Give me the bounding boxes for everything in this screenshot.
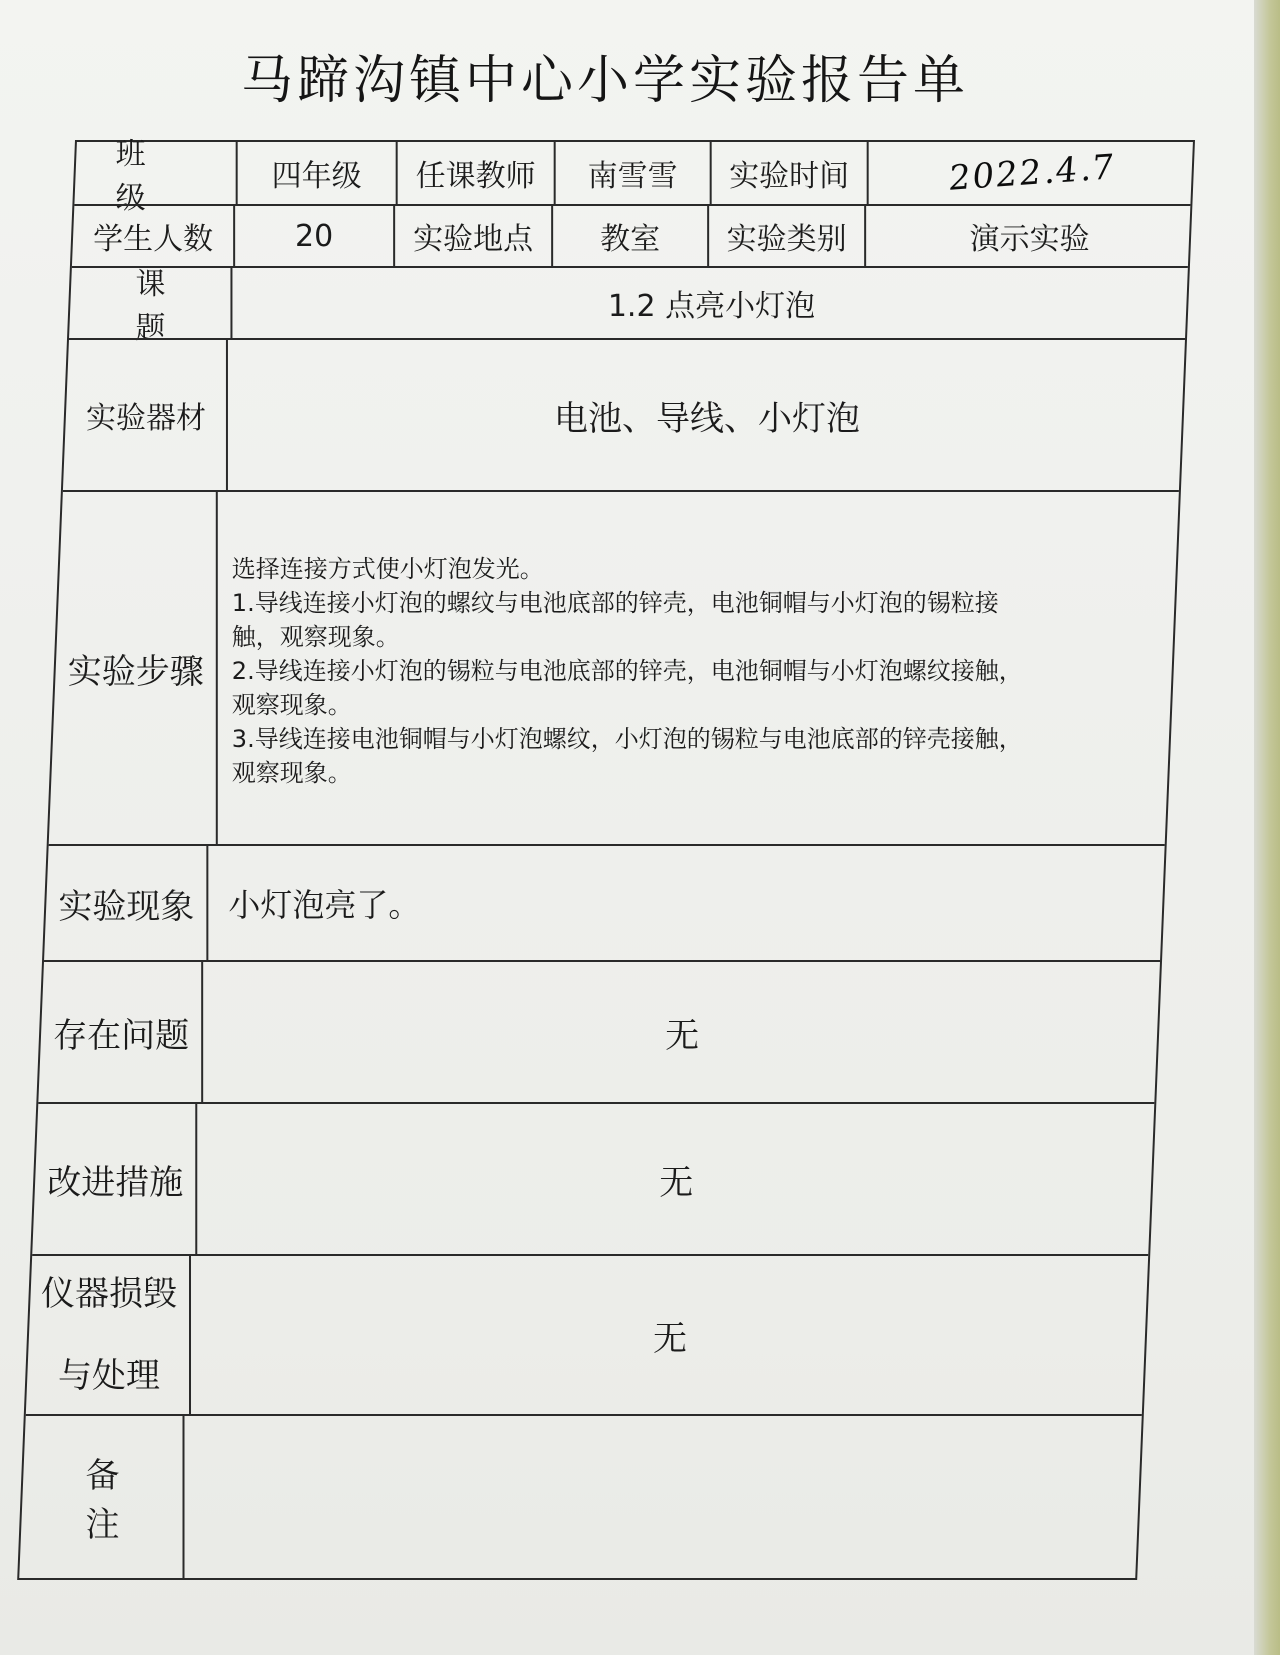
time-cell bbox=[867, 142, 1196, 204]
steps-line: 选择连接方式使小灯泡发光。 bbox=[231, 555, 544, 583]
improvements-value: 无 bbox=[195, 1104, 1155, 1254]
location-value: 教室 bbox=[551, 206, 707, 266]
time-label: 实验时间 bbox=[710, 142, 867, 204]
steps-line: 观察现象。 bbox=[231, 759, 352, 787]
location-label: 实验地点 bbox=[393, 206, 551, 266]
improvements-label: 改进措施 bbox=[47, 1162, 184, 1203]
class-label: 班级 bbox=[115, 137, 186, 216]
phenomenon-label: 实验现象 bbox=[58, 886, 195, 927]
materials-label: 实验器材 bbox=[85, 401, 206, 436]
row-students bbox=[72, 204, 1190, 266]
steps-content bbox=[216, 492, 1176, 844]
teacher-label: 任课教师 bbox=[396, 142, 554, 204]
row-problems bbox=[38, 960, 1160, 1102]
row-phenomenon bbox=[44, 844, 1165, 960]
steps-line: 1.导线连接小灯泡的螺纹与电池底部的锌壳，电池铜帽与小灯泡的锡粒接 bbox=[231, 589, 999, 617]
remarks-value bbox=[182, 1416, 1142, 1578]
damage-value: 无 bbox=[189, 1256, 1149, 1414]
phenomenon-value: 小灯泡亮了。 bbox=[206, 846, 1166, 960]
students-value: 20 bbox=[233, 206, 393, 266]
background-edge bbox=[1254, 0, 1280, 1655]
damage-label-line1: 仪器损毁 bbox=[41, 1274, 178, 1314]
type-value: 演示实验 bbox=[864, 206, 1193, 266]
steps-line: 触，观察现象。 bbox=[231, 623, 400, 651]
row-remarks bbox=[19, 1414, 1142, 1578]
type-label: 实验类别 bbox=[707, 206, 864, 266]
steps-label: 实验步骤 bbox=[67, 651, 204, 692]
class-value: 四年级 bbox=[236, 142, 396, 204]
topic-value: 1.2 点亮小灯泡 bbox=[230, 268, 1190, 338]
teacher-value: 南雪雪 bbox=[554, 142, 710, 204]
damage-label-line2: 与处理 bbox=[58, 1356, 161, 1396]
row-topic bbox=[69, 266, 1188, 346]
row-materials bbox=[63, 338, 1185, 490]
steps-line: 2.导线连接小灯泡的锡粒与电池底部的锌壳，电池铜帽与小灯泡螺纹接触， bbox=[231, 657, 1023, 685]
row-damage bbox=[26, 1254, 1148, 1414]
topic-label: 课题 bbox=[135, 267, 236, 346]
damage-label bbox=[29, 1256, 189, 1414]
row-improvements bbox=[32, 1102, 1154, 1254]
materials-value: 电池、导线、小灯泡 bbox=[226, 340, 1186, 490]
problems-value: 无 bbox=[201, 962, 1161, 1102]
students-label: 学生人数 bbox=[93, 222, 214, 257]
steps-line: 观察现象。 bbox=[231, 691, 352, 719]
steps-line: 3.导线连接电池铜帽与小灯泡螺纹，小灯泡的锡粒与电池底部的锌壳接触， bbox=[231, 725, 1023, 753]
time-value: 2022.4.7 bbox=[946, 147, 1118, 199]
row-steps bbox=[49, 490, 1179, 844]
row-class bbox=[74, 137, 1192, 216]
report-title: 马蹄沟镇中心小学实验报告单 bbox=[240, 51, 969, 111]
remarks-label: 备注 bbox=[85, 1456, 190, 1545]
problems-label: 存在问题 bbox=[53, 1015, 190, 1056]
report-form bbox=[17, 137, 1195, 1580]
